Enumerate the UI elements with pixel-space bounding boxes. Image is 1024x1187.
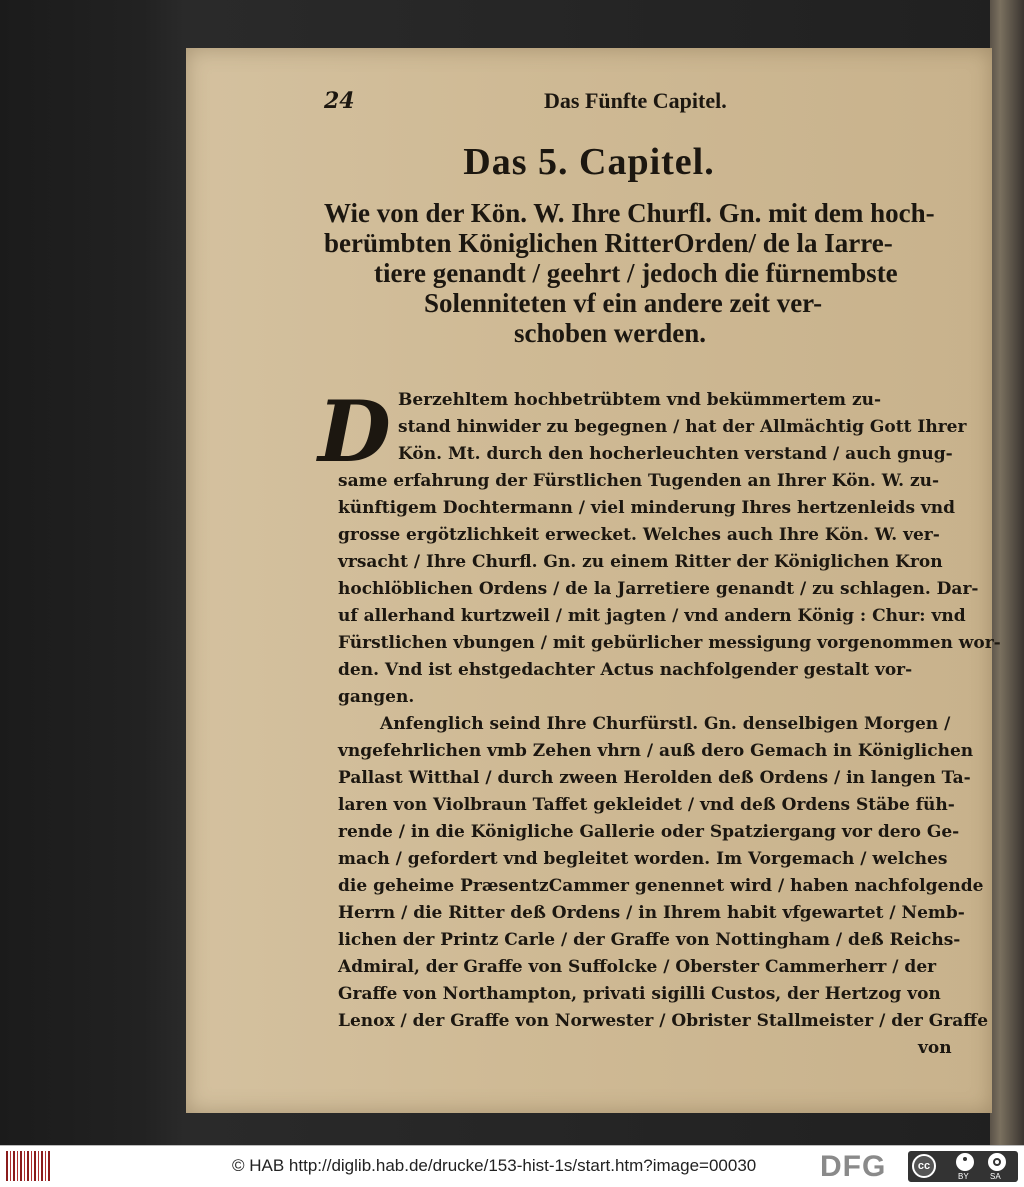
text-line: Lenox / der Graffe von Norwester / Obrister Stallmeister / der Graffe xyxy=(338,1011,989,1031)
cc-icon: cc xyxy=(912,1154,936,1178)
subtitle-line: Solenniteten vf ein andere zeit ver- xyxy=(424,288,823,318)
text-line: vrsacht / Ihre Churfl. Gn. zu einem Ritter der Königlichen Kron xyxy=(338,552,943,572)
chapter-subtitle xyxy=(324,198,944,348)
text-line: gangen. xyxy=(338,687,415,707)
catchword: von xyxy=(918,1038,952,1058)
page-number: 24 xyxy=(324,88,355,114)
library-logo-icon xyxy=(6,1151,50,1181)
text-line: Admiral, der Graffe von Suffolcke / Oberster Cammerherr / der xyxy=(338,957,937,977)
chapter-title: Das 5. Capitel. xyxy=(463,141,715,183)
text-line: die geheime PræsentzCammer genennet wird / haben nachfolgende xyxy=(338,876,984,896)
text-line: den. Vnd ist ehstgedachter Actus nachfolgender gestalt vor- xyxy=(338,660,913,680)
text-line: stand hinwider zu begegnen / hat der Allmächtig Gott Ihrer xyxy=(398,417,967,437)
text-line: uf allerhand kurtzweil / mit jagten / vnd andern König : Chur: vnd xyxy=(338,606,966,626)
text-line: laren von Violbraun Taffet gekleidet / vnd deß Ordens Stäbe füh- xyxy=(338,795,955,815)
decorated-initial: D xyxy=(318,382,391,481)
attribution-icon xyxy=(956,1153,974,1171)
text-line: same erfahrung der Fürstlichen Tugenden an Ihrer Kön. W. zu- xyxy=(338,471,940,491)
dfg-logo: DFG xyxy=(820,1150,887,1183)
running-head xyxy=(324,88,964,118)
text-line: Graffe von Northampton, privati sigilli Custos, der Hertzog von xyxy=(338,984,941,1004)
text-line: Herrn / die Ritter deß Ordens / in Ihrem habit vfgewartet / Nemb- xyxy=(338,903,965,923)
text-line: Pallast Witthal / durch zween Herolden deß Ordens / in langen Ta- xyxy=(338,768,971,788)
cc-license-badge[interactable] xyxy=(908,1151,1018,1182)
text-line: Berzehltem hochbetrübtem vnd bekümmertem zu- xyxy=(398,390,882,410)
text-line: Fürstlichen vbungen / mit gebürlicher messigung vorgenommen wor- xyxy=(338,633,1001,653)
text-line: hochlöblichen Ordens / de la Jarretiere genandt / zu schlagen. Dar- xyxy=(338,579,979,599)
running-title: Das Fünfte Capitel. xyxy=(544,88,727,113)
by-label: BY xyxy=(958,1172,969,1181)
subtitle-line: schoben werden. xyxy=(514,318,707,348)
text-line: vngefehrlichen vmb Zehen vhrn / auß dero Gemach in Königlichen xyxy=(338,741,974,761)
book-edge xyxy=(990,0,1024,1145)
sa-label: SA xyxy=(990,1172,1001,1181)
subtitle-line: Wie von der Kön. W. Ihre Churfl. Gn. mit dem hoch- xyxy=(324,198,935,228)
viewer-footer xyxy=(0,1145,1024,1187)
copyright-link[interactable]: © HAB http://diglib.hab.de/drucke/153-hist-1s/start.htm?image=00030 xyxy=(232,1156,757,1175)
subtitle-line: tiere genandt / geehrt / jedoch die fürnembste xyxy=(374,258,898,288)
text-line: lichen der Printz Carle / der Graffe von Nottingham / deß Reichs- xyxy=(338,930,961,950)
text-line: Anfenglich seind Ihre Churfürstl. Gn. denselbigen Morgen / xyxy=(380,714,951,734)
book-page xyxy=(186,48,1001,1113)
share-alike-icon xyxy=(988,1153,1006,1171)
text-line: mach / gefordert vnd begleitet worden. Im Vorgemach / welches xyxy=(338,849,948,869)
text-line: künftigem Dochtermann / viel minderung Ihres hertzenleids vnd xyxy=(338,498,956,518)
text-line: rende / in die Königliche Gallerie oder Spatziergang vor dero Ge- xyxy=(338,822,960,842)
text-line: grosse ergötzlichkeit erwecket. Welches auch Ihre Kön. W. ver- xyxy=(338,525,940,545)
text-line: Kön. Mt. durch den hocherleuchten verstand / auch gnug- xyxy=(398,444,953,464)
subtitle-line: berümbten Königlichen RitterOrden/ de la Iarre- xyxy=(324,228,893,258)
